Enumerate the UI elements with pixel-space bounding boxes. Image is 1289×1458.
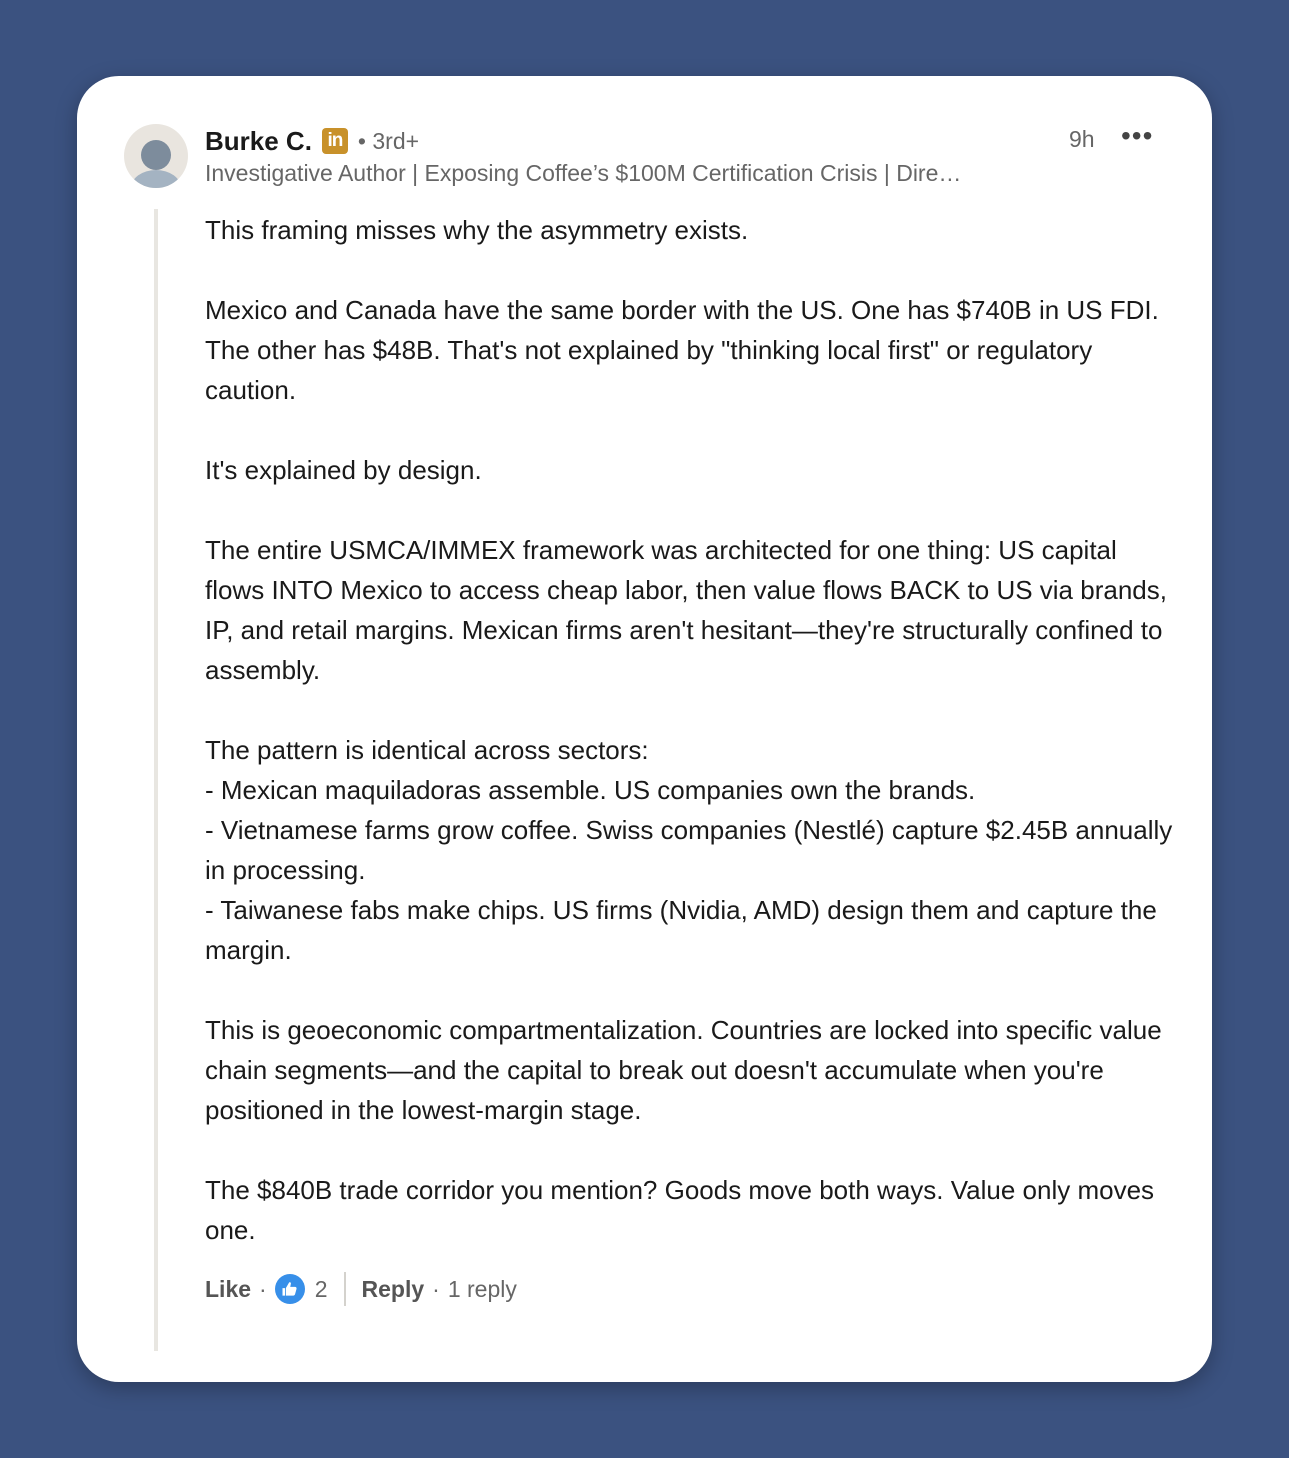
comment-paragraph: Mexico and Canada have the same border with the US. One has $740B in US FDI. The other has $48B. That's not explained by "thinking local first" or regulatory caution. bbox=[205, 295, 1159, 405]
comment-paragraph: The $840B trade corridor you mention? Goods move both ways. Value only moves one. bbox=[205, 1175, 1155, 1245]
reaction-count[interactable]: 2 bbox=[314, 1275, 328, 1302]
comment-actions bbox=[205, 1272, 517, 1306]
author-name[interactable]: Burke C. bbox=[205, 125, 312, 156]
author-headline: Investigative Author | Exposing Coffee’s $100M Certification Crisis | Dire… bbox=[205, 160, 962, 186]
list-intro: The pattern is identical across sectors: bbox=[205, 735, 649, 765]
comment-card bbox=[77, 76, 1212, 1382]
list-item: - Mexican maquiladoras assemble. US companies own the brands. bbox=[205, 775, 976, 805]
avatar-body bbox=[131, 170, 181, 188]
comment-paragraph: This is geoeconomic compartmentalization. Countries are locked into specific value chain segments—and the capital to break out doesn't accumulate when you're positioned in the lowest-margin stage. bbox=[205, 1015, 1162, 1125]
comment-list-paragraph bbox=[205, 730, 1180, 970]
avatar[interactable] bbox=[124, 124, 188, 188]
reply-count-link[interactable]: 1 reply bbox=[447, 1275, 517, 1302]
connection-degree: • 3rd+ bbox=[357, 127, 420, 154]
thumbs-up-icon[interactable] bbox=[275, 1274, 305, 1304]
avatar-head bbox=[141, 140, 171, 170]
separator-dot: · bbox=[259, 1275, 267, 1302]
author-row bbox=[205, 124, 419, 158]
more-horizontal-icon[interactable]: ••• bbox=[1121, 120, 1154, 151]
comment-paragraph: The entire USMCA/IMMEX framework was architected for one thing: US capital flows INTO Mexico to access cheap labor, then value flows BACK to US via brands, IP, and retail margins. Mexican firms aren't hesitant—they're structurally confined to assembly. bbox=[205, 535, 1167, 685]
list-item: - Taiwanese fabs make chips. US firms (Nvidia, AMD) design them and capture the margin. bbox=[205, 895, 1157, 965]
comment-body bbox=[205, 210, 1180, 1250]
thread-line bbox=[154, 209, 158, 1351]
list-item: - Vietnamese farms grow coffee. Swiss companies (Nestlé) capture $2.45B annually in processing. bbox=[205, 815, 1173, 885]
comment-paragraph: This framing misses why the asymmetry exists. bbox=[205, 215, 749, 245]
reply-button[interactable]: Reply bbox=[361, 1275, 425, 1302]
linkedin-icon: in bbox=[322, 128, 348, 154]
divider bbox=[344, 1272, 346, 1306]
separator-dot: · bbox=[432, 1275, 440, 1302]
timestamp: 9h bbox=[1069, 126, 1095, 152]
comment-paragraph: It's explained by design. bbox=[205, 455, 482, 485]
like-button[interactable]: Like bbox=[205, 1275, 252, 1302]
